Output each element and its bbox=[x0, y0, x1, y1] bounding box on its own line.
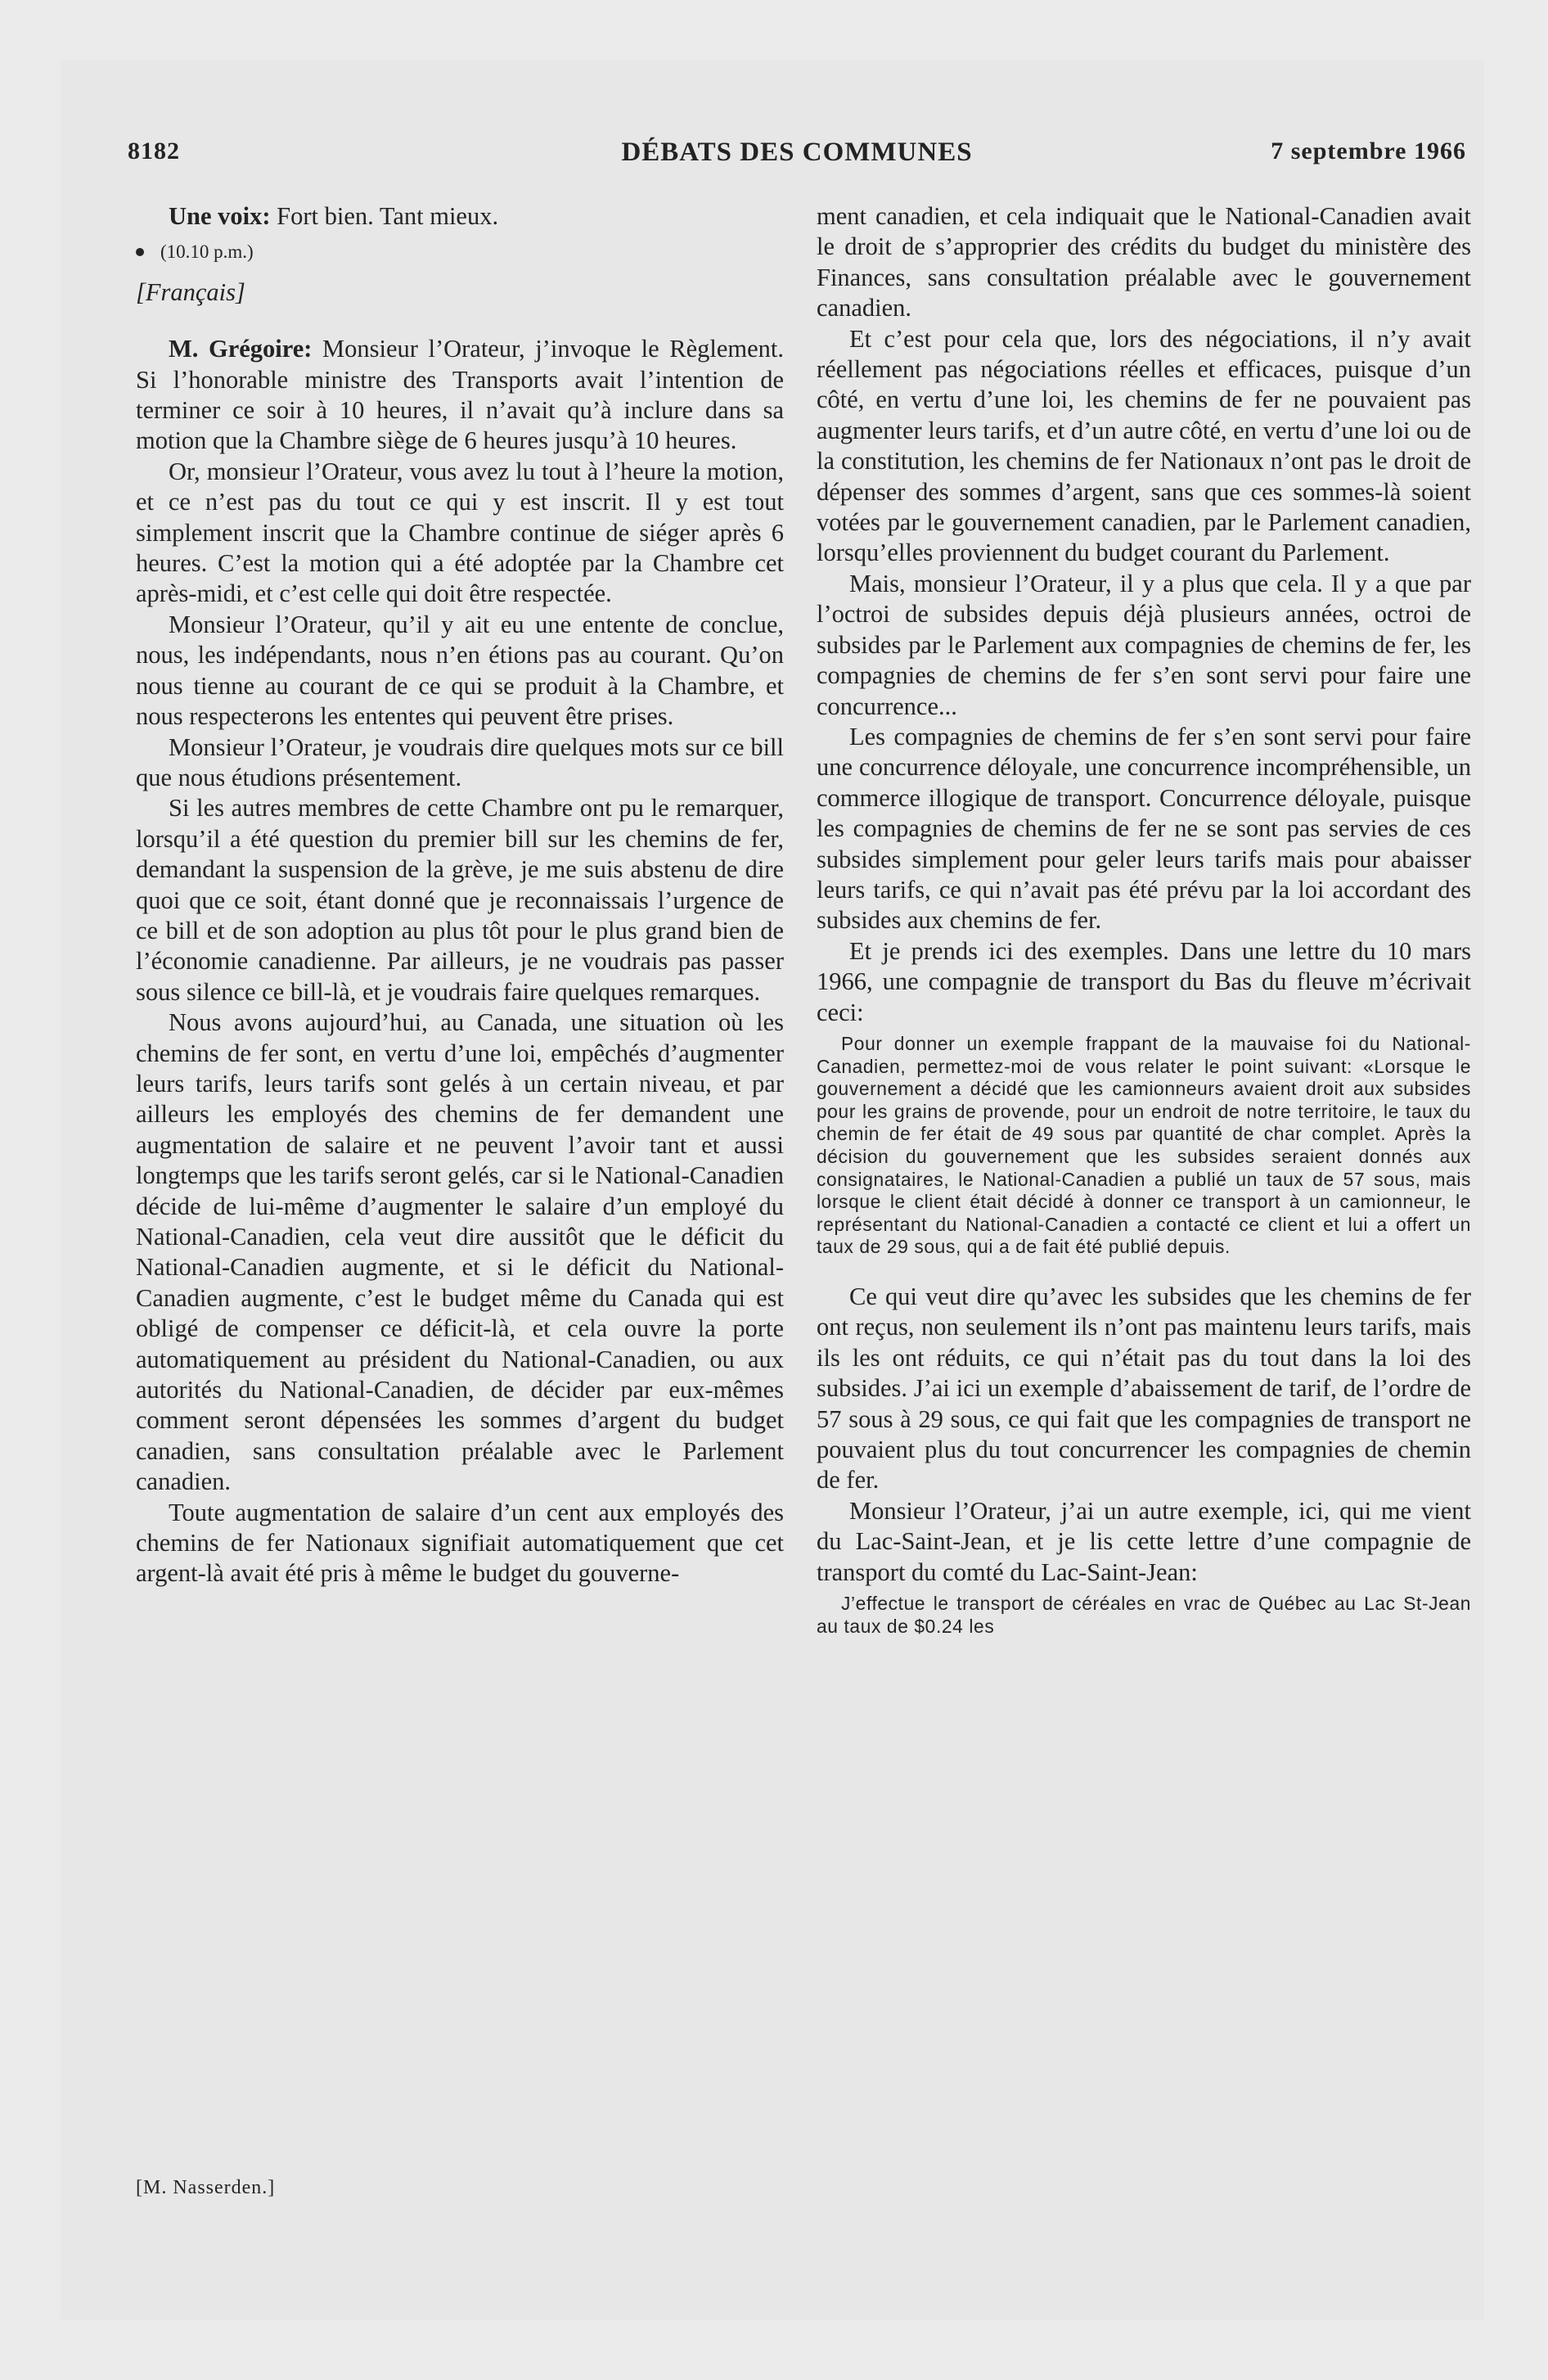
paragraph: Monsieur l’Orateur, je voudrais dire quelques mots sur ce bill que nous étudions présentement. bbox=[136, 732, 784, 791]
paragraph: Toute augmentation de salaire d’un cent aux employés des chemins de fer Nationaux signifiait automatiquement que cet argent-là avait été pris à même le budget du gouverne- bbox=[136, 1498, 784, 1588]
paragraph: Et je prends ici des exemples. Dans une lettre du 10 mars 1966, une compagnie de transport du Bas du fleuve m’écrivait ceci: bbox=[817, 936, 1471, 1026]
paragraph: Monsieur l’Orateur, j’ai un autre exemple, ici, qui me vient du Lac-Saint-Jean, et je lis cette lettre d’une compagnie de transport du comté du Lac-Saint-Jean: bbox=[817, 1496, 1471, 1586]
page-header bbox=[128, 137, 1466, 175]
quoted-letter: J’effectue le transport de céréales en vrac de Québec au Lac St-Jean au taux de $0.24 les bbox=[817, 1592, 1471, 1637]
paragraph: Ce qui veut dire qu’avec les subsides que les chemins de fer ont reçus, non seulement ils n’ont pas maintenu leurs tarifs, mais ils les ont réduits, ce qui n’était pas du tout dans la loi des subsides. J’ai ici un exemple d’abaissement de tarif, de l’ordre de 57 sous à 29 sous, ce qui fait que les compagnies de transport ne pouvaient plus du tout concurrencer les compagnies de chemin de fer. bbox=[817, 1282, 1471, 1494]
paragraph: Une voix: Fort bien. Tant mieux. bbox=[169, 202, 499, 230]
footer-speaker-note: [M. Nasserden.] bbox=[136, 2177, 276, 2198]
paragraph: M. Grégoire: Monsieur l’Orateur, j’invoque le Règlement. Si l’honorable ministre des Transports avait l’intention de terminer ce soir à 10 heures, il n’avait qu’à inclure dans sa motion que la Chambre siège de 6 heures jusqu’à 10 heures. bbox=[136, 335, 784, 455]
paragraph: Et c’est pour cela que, lors des négociations, il n’y avait réellement pas négociations réelles et efficaces, puisque d’un côté, en vertu d’une loi, les chemins de fer ne pouvaient pas augmenter leurs tarifs, et d’un autre côté, en vertu d’une loi ou de la constitution, les chemins de fer Nationaux n’ont pas le droit de dépenser des sommes d’argent, sans que ces sommes-là soient votées par le gouvernement canadien, par le Parlement canadien, lorsqu’elles proviennent du budget courant du Parlement. bbox=[817, 324, 1471, 567]
speaker-name: M. Grégoire: bbox=[169, 335, 313, 363]
paragraph: Mais, monsieur l’Orateur, il y a plus que cela. Il y a que par l’octroi de subsides depuis déjà plusieurs années, octroi de subsides par le Parlement aux compagnies de chemins de fer, les compagnies de chemins de fer s’en sont servi pour faire une concurrence... bbox=[817, 569, 1471, 720]
time-stamp: (10.10 p.m.) bbox=[136, 237, 784, 267]
left-column bbox=[136, 201, 784, 1589]
paragraph: Si les autres membres de cette Chambre ont pu le remarquer, lorsqu’il a été question du premier bill sur les chemins de fer, demandant la suspension de la grève, je me suis abstenu de dire quoi que ce soit, étant donné que je reconnaissais l’urgence de ce bill et de son adoption au plus tôt pour le plus grand bien de l’économie canadienne. Par ailleurs, je ne voudrais pas passer sous silence ce bill-là, et je voudrais faire quelques remarques. bbox=[136, 794, 784, 1006]
paragraph: Nous avons aujourd’hui, au Canada, une situation où les chemins de fer sont, en vertu d’une loi, empêchés d’augmenter leurs tarifs, leurs tarifs sont gelés à un certain niveau, et par ailleurs les employés des chemins de fer demandent une augmentation de salaire et ne peuvent l’avoir tant et aussi longtemps que les tarifs seront gelés, car si le National-Canadien décide de lui-même d’augmenter le salaire d’un employé du National-Canadien, cela veut dire aussitôt que le déficit du National-Canadien augmente, et si le déficit du National-Canadien augmente, c’est le budget même du Canada qui est obligé de compenser ce déficit-là, et cela ouvre la porte automatiquement au président du National-Canadien, ou aux autorités du National-Canadien, de décider par eux-mêmes comment seront dépensées les sommes d’argent du budget canadien, sans consultation préalable avec le Parlement canadien. bbox=[136, 1008, 784, 1496]
section-label: [Français] bbox=[136, 277, 245, 306]
bullet-icon bbox=[136, 248, 144, 256]
paragraph: ment canadien, et cela indiquait que le National-Canadien avait le droit de s’approprier des crédits du budget du ministère des Finances, sans consultation préalable avec le gouvernement canadien. bbox=[817, 202, 1471, 322]
publication-title: DÉBATS DES COMMUNES bbox=[621, 137, 973, 167]
paragraph: Les compagnies de chemins de fer s’en sont servi pour faire une concurrence déloyale, une concurrence incompréhensible, un commerce illogique de transport. Concurrence déloyale, puisque les compagnies de chemins de fer ne se sont pas servies de ces subsides simplement pour geler leurs tarifs mais pour abaisser leurs tarifs, ce qui n’avait pas été prévu par la loi accordant des subsides aux chemins de fer. bbox=[817, 722, 1471, 935]
paragraph: Or, monsieur l’Orateur, vous avez lu tout à l’heure la motion, et ce n’est pas du tout ce qui y est inscrit. Il y est tout simplement inscrit que la Chambre continue de siéger après 6 heures. C’est la motion qui a été adoptée par la Chambre cet après-midi, et c’est celle qui doit être respectée. bbox=[136, 457, 784, 608]
page-date: 7 septembre 1966 bbox=[1271, 137, 1466, 165]
page-number: 8182 bbox=[128, 137, 180, 165]
paragraph: Monsieur l’Orateur, qu’il y ait eu une entente de conclue, nous, les indépendants, nous n’en étions pas au courant. Qu’on nous tienne au courant de ce qui se produit à la Chambre, et nous respecterons les ententes qui peuvent être prises. bbox=[136, 610, 784, 731]
speaker-name: Une voix: bbox=[169, 202, 271, 230]
right-column bbox=[817, 201, 1471, 1638]
quoted-letter: Pour donner un exemple frappant de la mauvaise foi du National-Canadien, permettez-moi de vous relater le point suivant: «Lorsque le gouvernement a décidé que les camionneurs avaient droit aux subsides pour les grains de provende, pour un endroit de notre territoire, le taux du chemin de fer était de 49 sous par quantité de char complet. Après la décision du gouvernement que les subsides seraient donnés aux consignataires, le National-Canadien a publié un taux de 57 sous, mais lorsque le client était décidé à donner ce transport à un camionneur, le représentant du National-Canadien a contacté ce client et lui a offert un taux de 29 sous, qui a de fait été publié depuis. bbox=[817, 1032, 1471, 1258]
